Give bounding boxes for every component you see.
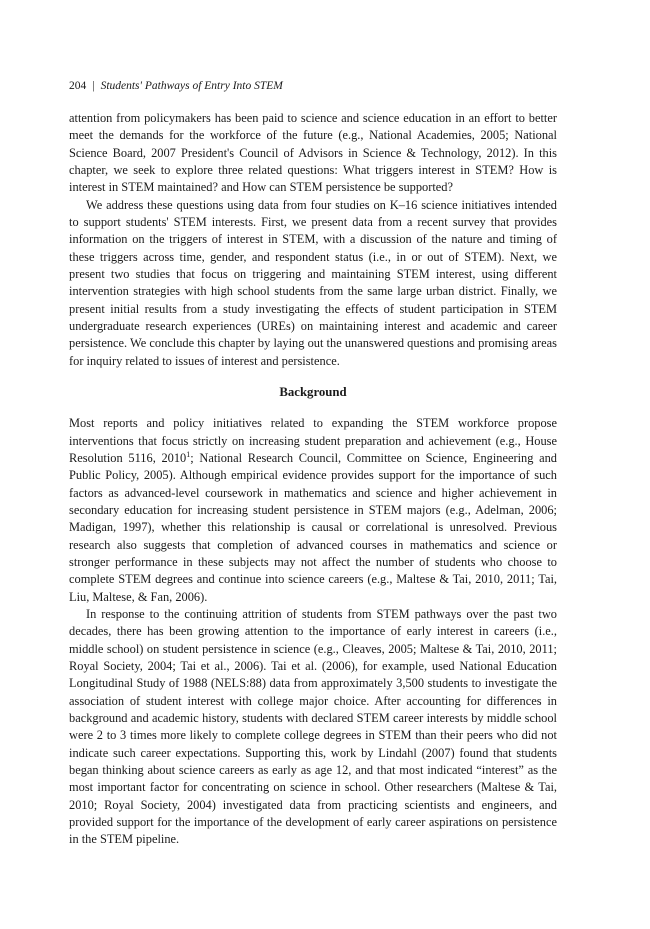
page-number: 204 xyxy=(69,80,87,92)
background-p1-text-b: ; National Research Council, Committee on Science, Engineering and Public Policy, 2005). Although empirical evidence provides support for the importance of such factors as advanced-level coursework in mathematics and science and higher achievement in secondary education for increasing student persistence in STEM majors (e.g., Adelman, 2006; Madigan, 1997), whether this relationship is causal or correlational is unresolved. Previous research also suggests that completion of advanced courses in mathematics and science or stronger performance in these subjects may not affect the number of students who choose to complete STEM degrees and continue into science careers (e.g., Maltese & Tai, 2010, 2011; Tai, Liu, Maltese, & Fan, 2006). xyxy=(69,450,558,604)
intro-paragraph-questions: We address these questions using data from four studies on K–16 science initiatives intended to support students' STEM interests. First, we present data from a recent survey that provides information on the triggers of interest in STEM, with a discussion of the nature and timing of these triggers across time, gender, and respondent status (i.e., in or out of STEM). Next, we present two studies that focus on triggering and maintaining STEM interest, using different intervention strategies with high school students from the same large urban district. Finally, we present initial results from a study investigating the effects of student participation in STEM undergraduate research experiences (UREs) on maintaining interest and academic and career persistence. We conclude this chapter by laying out the unanswered questions and promising areas for inquiry related to issues of interest and persistence. xyxy=(69,197,557,368)
running-head xyxy=(69,78,557,94)
background-paragraph-1 xyxy=(69,415,557,606)
footnote-marker: 1 xyxy=(186,449,191,459)
background-paragraph-2: In response to the continuing attrition of students from STEM pathways over the past two decades, there has been growing attention to the importance of early interest in careers (i.e., middle school) on student persistence in science (e.g., Cleaves, 2005; Maltese & Tai, 2010, 2011; Royal Society, 2004; Tai et al., 2006). Tai et al. (2006), for example, used National Education Longitudinal Study of 1988 (NELS:88) data from approximately 3,500 students to investigate the association of student interest with college major choice. After accounting for differences in background and academic history, students with declared STEM career interests by middle school were 2 to 3 times more likely to complete college degrees in STEM than their peers who did not indicate such career expectations. Supporting this, work by Lindahl (2007) found that students began thinking about science careers as early as age 12, and that most indicated “interest” as the most important factor for concentrating on science in school. Other researchers (Maltese & Tai, 2010; Royal Society, 2004) investigated data from practicing scientists and engineers, and provided support for the importance of the development of early career aspirations on persistence in the STEM pipeline. xyxy=(69,606,557,847)
background-p1-text-a: Most reports and policy initiatives related to expanding the STEM workforce propose interventions that focus strictly on increasing student preparation and achievement (e.g., House Resolution 5116, 2010 xyxy=(69,416,557,465)
running-head-title: Students' Pathways of Entry Into STEM xyxy=(100,80,283,92)
intro-paragraph-continued: attention from policymakers has been paid to science and science education in an effort to better meet the demands for the workforce of the future (e.g., National Academies, 2005; National Science Board, 2007 President's Council of Advisors in Science & Technology, 2012). In this chapter, we seek to explore three related questions: What triggers interest in STEM? How is interest in STEM maintained? and How can STEM persistence be supported? xyxy=(69,111,557,195)
running-head-separator: | xyxy=(92,80,95,92)
book-page xyxy=(69,78,557,849)
section-heading-background: Background xyxy=(279,385,347,400)
